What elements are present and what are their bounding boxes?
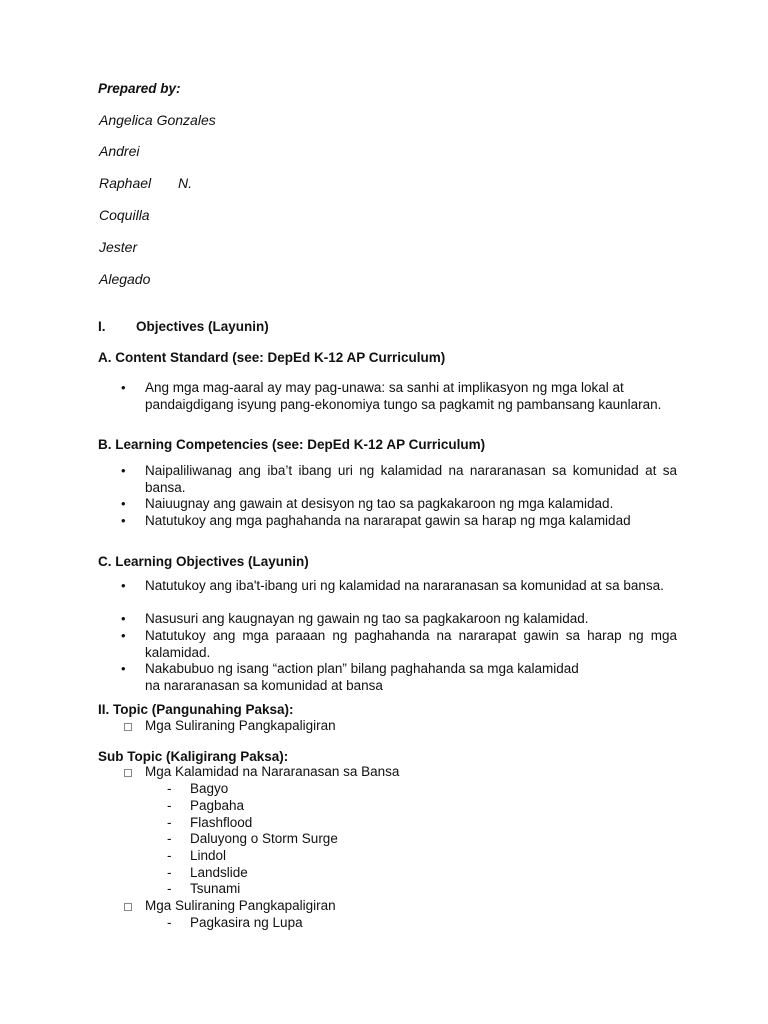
subtopic-item: Bagyo bbox=[190, 781, 229, 796]
bullet-marker: • bbox=[121, 578, 126, 593]
objective-item: Nakabubuo ng isang “action plan” bilang paghahanda sa mga kalamidad bbox=[145, 661, 579, 676]
bullet-marker: • bbox=[121, 463, 126, 478]
dash-marker: - bbox=[167, 915, 172, 930]
learning-objectives-heading: C. Learning Objectives (Layunin) bbox=[98, 554, 309, 569]
section-numeral: I. bbox=[98, 319, 106, 334]
dash-marker: - bbox=[167, 798, 172, 813]
author-name: Raphael bbox=[99, 175, 152, 191]
objective-item: Natutukoy ang iba't-ibang uri ng kalamidad na nararanasan sa komunidad at sa bansa. bbox=[145, 578, 664, 593]
subtopic-item: Pagkasira ng Lupa bbox=[190, 915, 303, 930]
bullet-marker: • bbox=[121, 661, 126, 676]
bullet-marker: • bbox=[121, 611, 126, 626]
author-name: Alegado bbox=[99, 271, 151, 287]
topic-item: Mga Suliraning Pangkapaligiran bbox=[145, 718, 336, 733]
dash-marker: - bbox=[167, 865, 172, 880]
author-name: Jester bbox=[99, 239, 138, 255]
dash-marker: - bbox=[167, 881, 172, 896]
subtopic-item: Lindol bbox=[190, 848, 227, 863]
subtopic-item: Pagbaha bbox=[190, 798, 245, 813]
topic-heading: II. Topic (Pangunahing Paksa): bbox=[98, 702, 294, 717]
objective-item: Natutukoy ang mga paraaan ng paghahanda na nararapat gawin sa harap ng mga kalamidad. bbox=[145, 628, 677, 660]
section-title: Objectives (Layunin) bbox=[136, 319, 269, 334]
bullet-marker: • bbox=[121, 496, 126, 511]
subtopic-group-title: Mga Suliraning Pangkapaligiran bbox=[145, 898, 336, 913]
competency-item: Naipaliliwanag ang iba’t ibang uri ng kalamidad na nararanasan sa komunidad at sa bansa. bbox=[145, 463, 677, 495]
bullet-marker: • bbox=[121, 380, 126, 395]
author-name: Andrei bbox=[99, 143, 140, 159]
dash-marker: - bbox=[167, 831, 172, 846]
bullet-marker: • bbox=[121, 628, 126, 643]
competency-item: Natutukoy ang mga paghahanda na nararapat gawin sa harap ng mga kalamidad bbox=[145, 513, 631, 528]
author-initial: N. bbox=[178, 175, 192, 191]
subtopic-item: Flashflood bbox=[190, 815, 253, 830]
content-standard-heading: A. Content Standard (see: DepEd K-12 AP Curriculum) bbox=[98, 350, 446, 365]
subtopic-group-title: Mga Kalamidad na Nararanasan sa Bansa bbox=[145, 764, 400, 779]
checkbox-square-icon bbox=[124, 769, 132, 777]
objective-item-continuation: na nararanasan sa komunidad at bansa bbox=[145, 678, 383, 693]
subtopic-item: Landslide bbox=[190, 865, 248, 880]
dash-marker: - bbox=[167, 848, 172, 863]
checkbox-square-icon bbox=[124, 723, 132, 731]
content-standard-item: Ang mga mag-aaral ay may pag-unawa: sa sanhi at implikasyon ng mga lokal at pandaigdigang isyung pang-ekonomiya tungo sa pagkamit ng pambansang kaunlaran. bbox=[145, 380, 662, 412]
subtopic-item: Tsunami bbox=[190, 881, 241, 896]
competency-item: Naiuugnay ang gawain at desisyon ng tao sa pagkakaroon ng mga kalamidad. bbox=[145, 496, 614, 511]
learning-competencies-heading: B. Learning Competencies (see: DepEd K-12 AP Curriculum) bbox=[98, 437, 486, 452]
dash-marker: - bbox=[167, 815, 172, 830]
author-name: Angelica Gonzales bbox=[99, 112, 216, 128]
bullet-marker: • bbox=[121, 513, 126, 528]
checkbox-square-icon bbox=[124, 903, 132, 911]
subtopic-heading: Sub Topic (Kaligirang Paksa): bbox=[98, 749, 289, 764]
prepared-by-label: Prepared by: bbox=[98, 81, 181, 96]
dash-marker: - bbox=[167, 781, 172, 796]
objective-item: Nasusuri ang kaugnayan ng gawain ng tao sa pagkakaroon ng kalamidad. bbox=[145, 611, 589, 626]
author-name: Coquilla bbox=[99, 207, 150, 223]
subtopic-item: Daluyong o Storm Surge bbox=[190, 831, 338, 846]
